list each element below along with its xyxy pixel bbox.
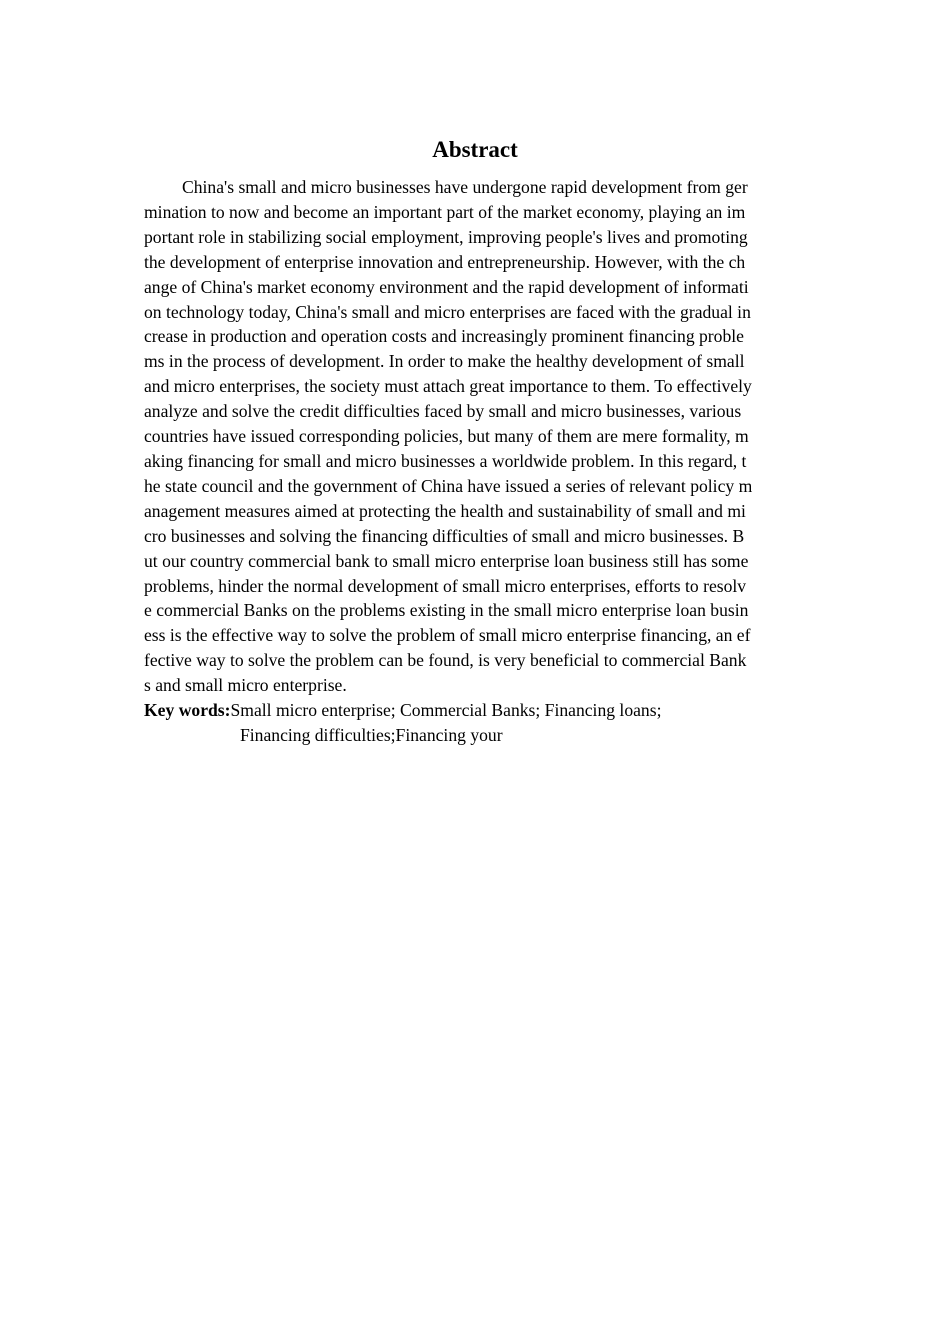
abstract-line: analyze and solve the credit difficulties faced by small and micro businesses, various: [144, 401, 742, 422]
abstract-line: aking financing for small and micro businesses a worldwide problem. In this regard, t: [144, 450, 747, 471]
abstract-line: China's small and micro businesses have undergone rapid development from ger: [182, 177, 748, 197]
keywords-text-line2: Financing difficulties;Financing your: [240, 724, 503, 745]
abstract-paragraph: [144, 175, 824, 698]
abstract-title: Abstract: [432, 137, 518, 162]
keywords-text-line1: Small micro enterprise; Commercial Banks; Financing loans;: [230, 700, 662, 720]
abstract-line: s and small micro enterprise.: [144, 675, 347, 696]
keywords-block: [144, 698, 824, 748]
abstract-line: e commercial Banks on the problems existing in the small micro enterprise loan busin: [144, 600, 749, 621]
abstract-line: fective way to solve the problem can be found, is very beneficial to commercial Bank: [144, 650, 747, 671]
abstract-line: ms in the process of development. In order to make the healthy development of small: [144, 351, 745, 372]
keywords-first-line: [144, 698, 824, 723]
abstract-line: problems, hinder the normal development of small micro enterprises, efforts to resolv: [144, 575, 747, 596]
keywords-label: Key words:: [144, 700, 231, 720]
abstract-line: portant role in stabilizing social employment, improving people's lives and promoting: [144, 226, 748, 247]
abstract-line: the development of enterprise innovation and entrepreneurship. However, with the ch: [144, 251, 746, 272]
abstract-line: countries have issued corresponding policies, but many of them are mere formality, m: [144, 426, 749, 447]
abstract-line: crease in production and operation costs and increasingly prominent financing proble: [144, 326, 744, 347]
abstract-line: and micro enterprises, the society must attach great importance to them. To effectively: [144, 376, 752, 397]
abstract-line: ess is the effective way to solve the problem of small micro enterprise financing, an ef: [144, 625, 751, 646]
abstract-line: mination to now and become an important part of the market economy, playing an im: [144, 201, 746, 222]
abstract-line: ut our country commercial bank to small micro enterprise loan business still has some: [144, 550, 749, 571]
abstract-line: cro businesses and solving the financing difficulties of small and micro businesses. B: [144, 525, 745, 546]
abstract-line: he state council and the government of China have issued a series of relevant policy m: [144, 475, 753, 496]
abstract-line: anagement measures aimed at protecting the health and sustainability of small and mi: [144, 500, 746, 521]
abstract-line: on technology today, China's small and micro enterprises are faced with the gradual in: [144, 301, 751, 322]
abstract-line: ange of China's market economy environment and the rapid development of informati: [144, 276, 749, 297]
